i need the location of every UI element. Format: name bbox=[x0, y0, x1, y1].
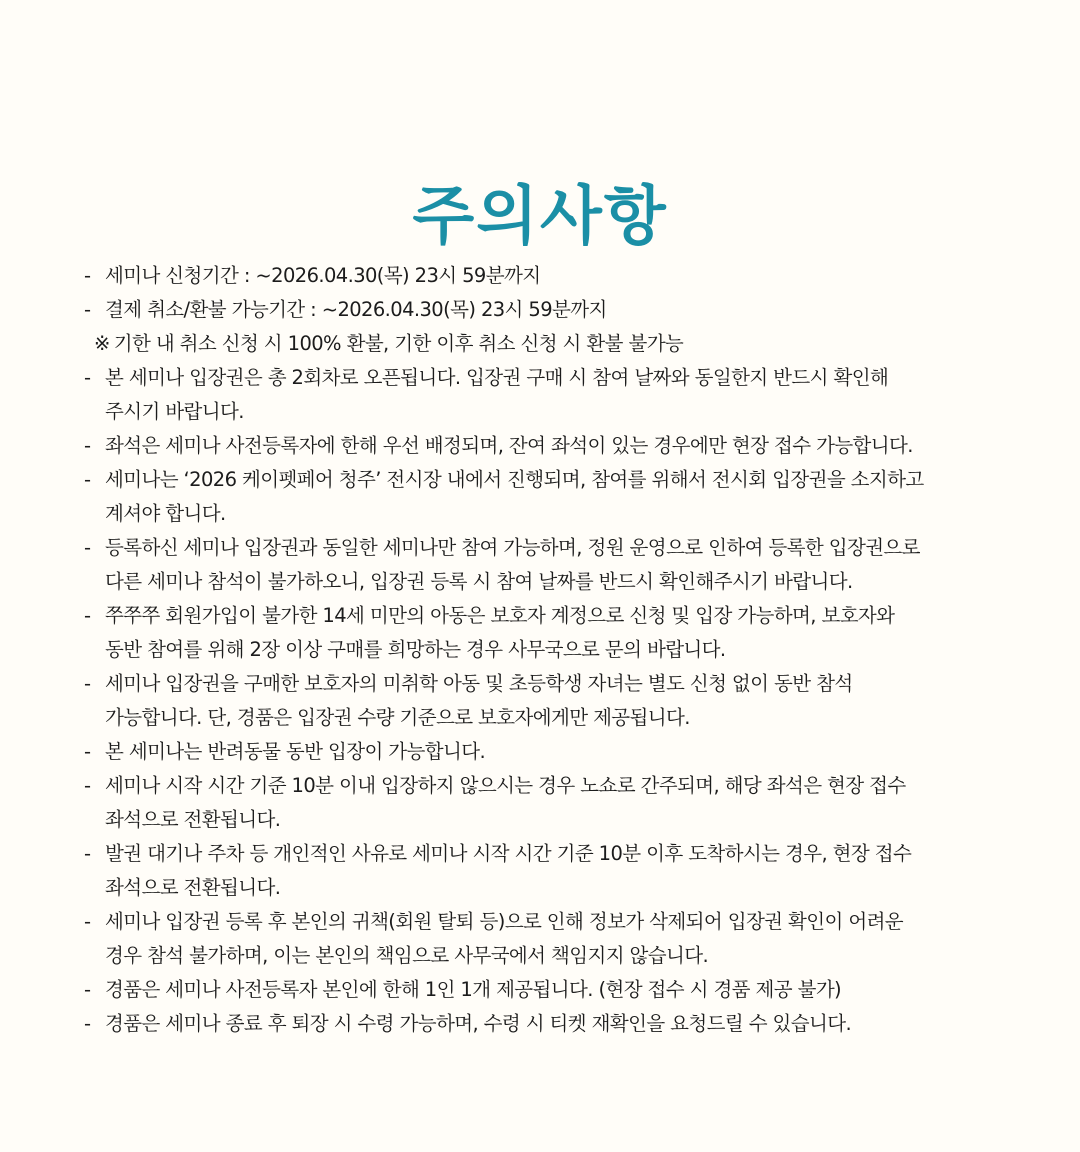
bullet-mark: - bbox=[84, 536, 91, 559]
notice-text: 세미나 시작 시간 기준 10분 이내 입장하지 않으시는 경우 노쇼로 간주되며, 해당 좌석은 현장 접수 좌석으로 전환됩니다. bbox=[105, 774, 906, 831]
bullet-mark: - bbox=[84, 740, 91, 763]
notice-text: 경품은 세미나 종료 후 퇴장 시 수령 가능하며, 수령 시 티켓 재확인을 요청드릴 수 있습니다. bbox=[105, 1012, 852, 1035]
notice-text: 세미나 입장권 등록 후 본인의 귀책(회원 탈퇴 등)으로 인해 정보가 삭제되어 입장권 확인이 어려운 경우 참석 불가하며, 이는 본인의 책임으로 사무국에서 책임지지 않습니다. bbox=[105, 910, 904, 967]
notice-item-gift-pickup bbox=[84, 1007, 1024, 1041]
notice-item-application-period bbox=[84, 259, 1024, 293]
bullet-mark: - bbox=[84, 910, 91, 933]
notice-text: 발권 대기나 주차 등 개인적인 사유로 세미나 시작 시간 기준 10분 이후 도착하시는 경우, 현장 접수 좌석으로 전환됩니다. bbox=[105, 842, 912, 899]
bullet-mark: - bbox=[84, 264, 91, 287]
notice-text: 세미나 입장권을 구매한 보호자의 미취학 아동 및 초등학생 자녀는 별도 신청 없이 동반 참석 가능합니다. 단, 경품은 입장권 수량 기준으로 보호자에게만 제공됩니다. bbox=[105, 672, 853, 729]
bullet-mark: - bbox=[84, 672, 91, 695]
bullet-mark: - bbox=[84, 978, 91, 1001]
notice-text: 세미나는 ‘2026 케이펫페어 청주’ 전시장 내에서 진행되며, 참여를 위해서 전시회 입장권을 소지하고 계셔야 합니다. bbox=[105, 468, 924, 525]
notice-text: 좌석은 세미나 사전등록자에 한해 우선 배정되며, 잔여 좌석이 있는 경우에만 현장 접수 가능합니다. bbox=[105, 434, 913, 457]
bullet-mark: - bbox=[84, 842, 91, 865]
bullet-mark: - bbox=[84, 1012, 91, 1035]
notice-text: 세미나 신청기간 : ~2026.04.30(목) 23시 59분까지 bbox=[105, 264, 541, 287]
notice-text: 결제 취소/환불 가능기간 : ~2026.04.30(목) 23시 59분까지 bbox=[105, 298, 607, 321]
notice-item-sessions bbox=[84, 361, 1024, 429]
page-title: 주의사항 bbox=[412, 179, 668, 254]
notice-item-exhibition-ticket bbox=[84, 463, 1024, 531]
notice-item-account-deletion bbox=[84, 905, 1024, 973]
notice-item-pets bbox=[84, 735, 1024, 769]
notice-item-late-arrival bbox=[84, 837, 1024, 905]
bullet-mark: - bbox=[84, 774, 91, 797]
notice-text: 본 세미나는 반려동물 동반 입장이 가능합니다. bbox=[105, 740, 486, 763]
notice-text: 경품은 세미나 사전등록자 본인에 한해 1인 1개 제공됩니다. (현장 접수 시 경품 제공 불가) bbox=[105, 978, 842, 1001]
notice-item-seating bbox=[84, 429, 1024, 463]
bullet-mark: - bbox=[84, 604, 91, 627]
notice-item-children bbox=[84, 667, 1024, 735]
notice-item-minors bbox=[84, 599, 1024, 667]
notice-text: 등록하신 세미나 입장권과 동일한 세미나만 참여 가능하며, 정원 운영으로 인하여 등록한 입장권으로 다른 세미나 참석이 불가하오니, 입장권 등록 시 참여 날짜를 반드시 확인해주시기 바랍니다. bbox=[105, 536, 920, 593]
bullet-mark: - bbox=[84, 468, 91, 491]
notice-item-gift-eligibility bbox=[84, 973, 1024, 1007]
bullet-mark: - bbox=[84, 298, 91, 321]
bullet-mark: - bbox=[84, 434, 91, 457]
notice-text: 본 세미나 입장권은 총 2회차로 오픈됩니다. 입장권 구매 시 참여 날짜와 동일한지 반드시 확인해 주시기 바랍니다. bbox=[105, 366, 889, 423]
notice-text: 쭈쭈쭈 회원가입이 불가한 14세 미만의 아동은 보호자 계정으로 신청 및 입장 가능하며, 보호자와 동반 참여를 위해 2장 이상 구매를 희망하는 경우 사무국으로 문의 바랍니다. bbox=[105, 604, 895, 661]
notice-subitem-refund-policy bbox=[84, 327, 1024, 361]
notice-text: 기한 내 취소 신청 시 100% 환불, 기한 이후 취소 신청 시 환불 불가능 bbox=[113, 332, 684, 355]
notice-list bbox=[84, 259, 1024, 1041]
notice-item-refund-period bbox=[84, 293, 1024, 327]
bullet-mark: - bbox=[84, 366, 91, 389]
notice-item-same-seminar bbox=[84, 531, 1024, 599]
reference-mark: ※ bbox=[94, 332, 110, 355]
notice-item-no-show bbox=[84, 769, 1024, 837]
